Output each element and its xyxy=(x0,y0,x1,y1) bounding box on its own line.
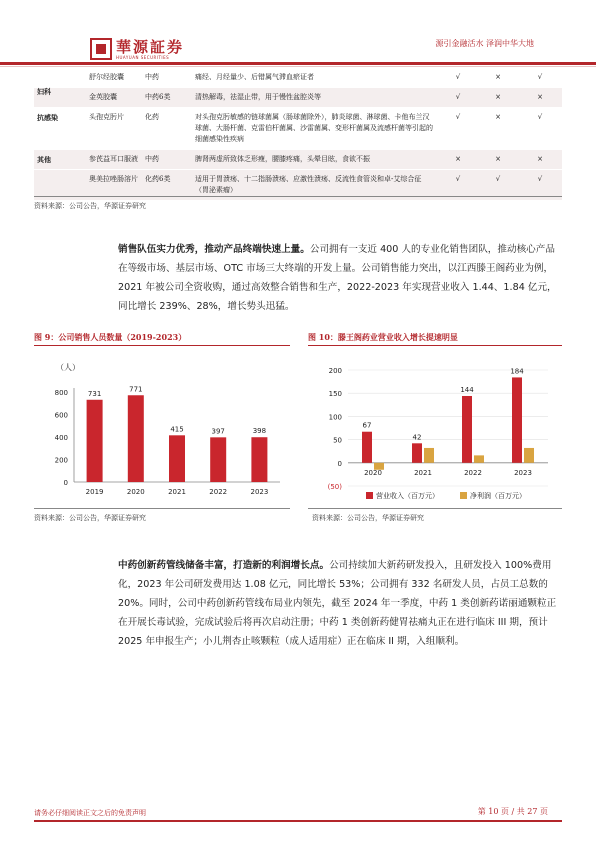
table-cell-category: 其他 xyxy=(37,155,51,164)
table-cell-name: 头孢克肟片 xyxy=(89,113,124,121)
y-tick-label: 0 xyxy=(63,479,68,487)
bar-revenue xyxy=(362,432,372,463)
data-label: 144 xyxy=(460,385,474,394)
fig9-title-rule xyxy=(34,345,290,346)
x-tick-label: 2020 xyxy=(126,488,145,496)
table-cell-indication: 清热解毒，祛湿止带，用于慢性盆腔炎等 xyxy=(195,93,321,101)
table-cell-mark: √ xyxy=(455,175,461,183)
header-divider xyxy=(0,62,596,65)
x-tick-label: 2023 xyxy=(250,488,269,496)
paragraph-lead: 中药创新药管线储备丰富，打造新的利润增长点。 xyxy=(118,560,330,571)
header-slogan: 源引金融活水 泽润中华大地 xyxy=(435,39,534,48)
table-cell-name: 金英胶囊 xyxy=(89,93,117,101)
data-label: 731 xyxy=(87,389,102,398)
paragraph-body: 公司拥有一支近 400 人的专业化销售团队，推动核心产品在等级市场、基层市场、OTC 市场三大终端的开发上量。公司销售能力突出，以江西滕王阁药业为例，2021 年被公司全资收购，通过高效整合销售和生产，2022-2023 年实现营业收入 1.44、1.84 亿元，同比增长 239%、28%，增长势头迅猛。 xyxy=(118,244,557,312)
table-cell-category: 抗感染 xyxy=(37,113,58,122)
bar-revenue xyxy=(462,396,472,463)
product-table xyxy=(34,68,562,201)
x-tick-label: 2022 xyxy=(464,468,482,477)
table-cell-mark: √ xyxy=(495,175,501,183)
table-row xyxy=(34,108,562,150)
table-cell-indication: 脾肾两虚所致体乏形瘦，腰膝疼痛，头晕目眩，食欲不振 xyxy=(195,155,370,163)
bar xyxy=(210,437,226,482)
data-label: 398 xyxy=(252,427,267,436)
paragraph-lead: 销售队伍实力优秀，推动产品终端快速上量。 xyxy=(118,244,310,255)
table-cell-type: 中药 xyxy=(145,155,159,163)
table-row xyxy=(34,150,562,170)
table-cell-mark: × xyxy=(495,93,501,101)
legend-label-revenue: 营业收入（百万元） xyxy=(376,492,439,500)
table-cell-type: 化药 xyxy=(145,113,159,121)
table-cell-mark: √ xyxy=(455,113,461,121)
bar xyxy=(128,395,144,482)
table-cell-type: 中药6类 xyxy=(145,93,171,101)
x-tick-label: 2023 xyxy=(514,468,532,477)
y-tick-label: 400 xyxy=(54,434,68,442)
bar-revenue xyxy=(412,443,422,462)
y-tick-label: 0 xyxy=(337,459,342,468)
y-tick-label: 600 xyxy=(54,411,68,420)
paragraph-sales-team xyxy=(118,240,558,316)
fig10-source: 资料来源：公司公告，华源证券研究 xyxy=(312,514,424,522)
page-number: 第 10 页 / 共 27 页 xyxy=(477,807,548,816)
header-divider-thin xyxy=(0,66,596,67)
table-cell-category: 妇科 xyxy=(37,87,51,96)
page-header xyxy=(0,0,596,64)
table-cell-mark: × xyxy=(495,113,501,121)
table-cell-mark: × xyxy=(455,155,461,163)
table-cell-mark: × xyxy=(537,155,543,163)
table-cell-mark: √ xyxy=(537,73,543,81)
table-bottom-rule xyxy=(34,196,562,197)
footer-divider xyxy=(34,820,562,822)
table-cell-category xyxy=(34,68,86,87)
data-label: 415 xyxy=(170,425,184,434)
y-axis-label: （人） xyxy=(56,363,80,372)
x-tick-label: 2019 xyxy=(85,488,104,496)
table-cell-name: 参芪益耳口服液 xyxy=(89,155,138,163)
data-label: 397 xyxy=(211,427,225,436)
legend-label-net-profit: 净利润（百万元） xyxy=(470,492,526,500)
data-label: 67 xyxy=(362,421,372,430)
y-tick-label: 50 xyxy=(333,436,342,445)
bar-net-profit xyxy=(474,455,484,462)
bar xyxy=(251,437,267,482)
fig9-source: 资料来源：公司公告，华源证券研究 xyxy=(34,514,146,522)
logo-text: 華源証券 xyxy=(116,38,185,56)
fig10-chart xyxy=(308,348,562,506)
bar-net-profit xyxy=(424,448,434,463)
logo-icon xyxy=(90,38,112,60)
legend-swatch-net-profit xyxy=(460,492,467,499)
fig10-bottom-rule xyxy=(308,508,562,509)
fig10-title: 图 10：滕王阁药业营业收入增长提速明显 xyxy=(308,332,458,342)
x-tick-label: 2021 xyxy=(414,468,432,477)
table-row xyxy=(34,68,562,88)
y-tick-label: (50) xyxy=(327,483,342,491)
data-label: 184 xyxy=(510,367,524,376)
table-cell-mark: √ xyxy=(455,73,461,81)
y-tick-label: 150 xyxy=(328,390,342,399)
table-source: 资料来源：公司公告，华源证券研究 xyxy=(34,202,146,210)
y-tick-label: 100 xyxy=(328,413,342,422)
table-cell-name: 奥美拉唑肠溶片 xyxy=(89,175,138,183)
data-label: 42 xyxy=(412,433,422,442)
logo-subtitle: HUAYUAN SECURITIES xyxy=(116,55,170,60)
legend-swatch-revenue xyxy=(366,492,373,499)
bar-revenue xyxy=(512,377,522,462)
table-cell-mark: × xyxy=(495,73,501,81)
table-cell-mark: × xyxy=(495,155,501,163)
paragraph-body: 公司持续加大新药研发投入，且研发投入 100%费用化，2023 年公司研发费用达 1.08 亿元，同比增长 53%；公司拥有 332 名研发人员，占员工总数的 20%。同时，公司中药创新药管线布局业内领先，截至 2024 年一季度，中药 1 类创新药诺丽通颗粒正在开展长毒试验，完成试验后将再次启动注册；中药 1 类创新药健胃祛痛丸正在进行临床 III 期，预计 2025 年申报生产；小儿荆杏止咳颗粒（成人适用症）正在临床 II 期，入组顺利。 xyxy=(118,560,557,647)
data-label: 771 xyxy=(129,385,143,394)
table-cell-mark: √ xyxy=(455,93,461,101)
paragraph-pipeline xyxy=(118,556,558,651)
fig9-bottom-rule xyxy=(34,508,290,509)
fig10-title-rule xyxy=(308,345,562,346)
table-cell-type: 化药6类 xyxy=(145,175,171,183)
y-tick-label: 200 xyxy=(54,456,68,465)
x-tick-label: 2021 xyxy=(168,488,186,496)
x-tick-label: 2022 xyxy=(209,488,228,496)
bar-net-profit xyxy=(524,448,534,463)
table-cell-indication: 适用于胃溃疡、十二指肠溃疡、应激性溃疡、反流性食管炎和卓-艾综合征（胃泌素瘤） xyxy=(195,175,422,194)
disclaimer-note: 请务必仔细阅读正文之后的免责声明 xyxy=(34,809,146,817)
y-tick-label: 200 xyxy=(328,367,342,375)
table-cell-indication: 对头孢克肟敏感的链球菌属（肠球菌除外），肺炎球菌、淋球菌、卡他布兰汉球菌、大肠杆菌、克雷伯杆菌属、沙雷菌属、变形杆菌属及流感杆菌等引起的细菌感染性疾病 xyxy=(195,113,433,143)
y-tick-label: 800 xyxy=(54,389,68,397)
table-cell-indication: 痛经、月经量少、后错属气滞血瘀证者 xyxy=(195,73,314,81)
table-cell-type: 中药 xyxy=(145,73,159,81)
table-cell-mark: × xyxy=(537,93,543,101)
fig9-title: 图 9：公司销售人员数量（2019-2023） xyxy=(34,332,187,342)
table-cell-mark: √ xyxy=(537,175,543,183)
table-cell-mark: √ xyxy=(537,113,543,121)
table-row xyxy=(34,88,562,108)
fig9-chart xyxy=(34,348,290,500)
x-tick-label: 2020 xyxy=(364,468,382,477)
table-cell-name: 舒尔经胶囊 xyxy=(89,73,124,81)
bar xyxy=(169,435,185,482)
bar xyxy=(87,400,103,482)
